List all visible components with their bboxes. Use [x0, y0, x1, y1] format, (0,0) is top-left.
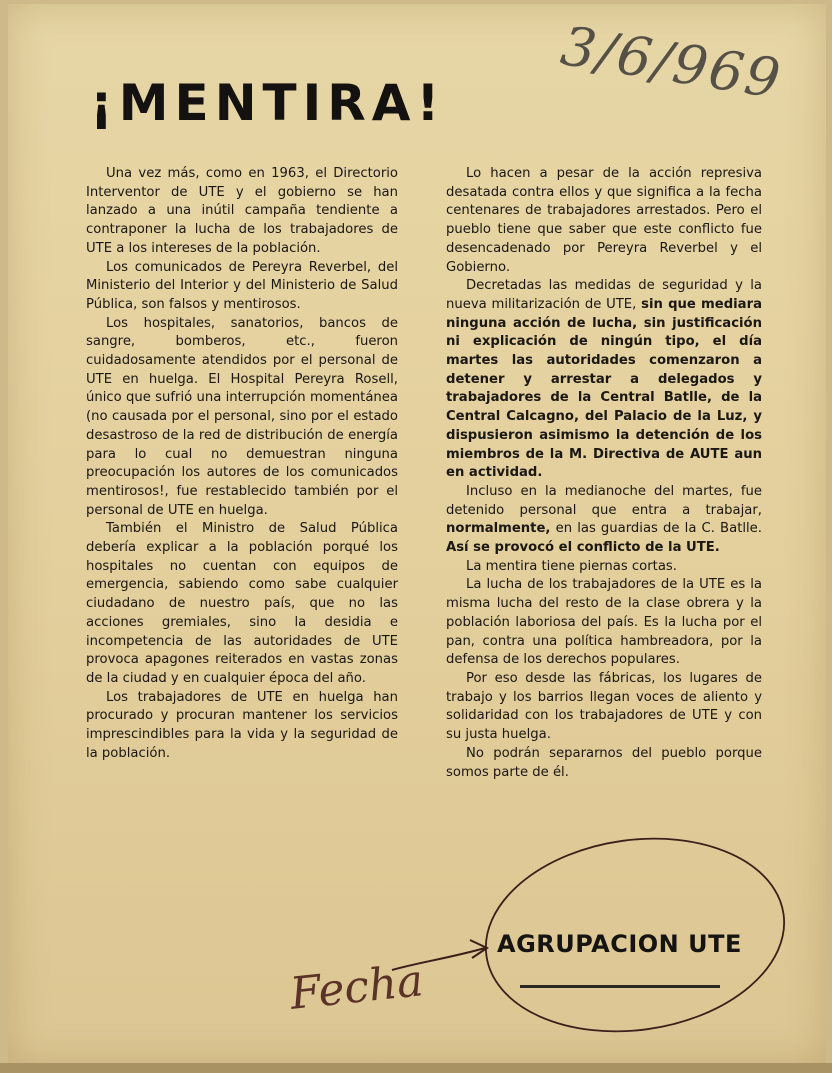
bottom-edge	[0, 1063, 832, 1073]
paragraph: Los comunicados de Pereyra Reverbel, del Ministerio del Interior y del Ministerio de Salud Pública, son falsos y mentirosos.	[86, 259, 398, 312]
paragraph: Por eso desde las fábricas, los lugares de trabajo y los barrios llegan voces de aliento y solidaridad con los trabajadores de UTE y con su justa huelga.	[446, 670, 762, 743]
paragraph	[446, 277, 762, 483]
paragraph: La lucha de los trabajadores de la UTE es la misma lucha del resto de la clase obrera y la población laboriosa del país. Es la lucha por el pan, contra una política hambreadora, por la defensa de los derechos populares.	[446, 577, 762, 668]
signature-block: AGRUPACION UTE	[497, 930, 742, 958]
paragraph: Lo hacen a pesar de la acción represiva desatada contra ellos y que significa a la fecha centenares de trabajadores arrestados. Pero el pueblo tiene que saber que este conflicto fue desencadenado por Pereyra Reverbel y el Gobierno.	[446, 166, 762, 275]
handwritten-date: 3/6/969	[556, 14, 787, 112]
paragraph: Los hospitales, sanatorios, bancos de sangre, bomberos, etc., fueron cuidadosamente atendidos por el personal de UTE en huelga. El Hospital Pereyra Rosell, único que sufrió una interrupción momentánea (no causada por el personal, sino por el estado desastroso de la red de distribución de energía para lo cual no demuestran ninguna preocupación los autores de los comunicados mentirosos!, fue restablecido también por el personal de UTE en huelga.	[86, 315, 398, 518]
handwritten-signature: Fecha	[287, 955, 426, 1020]
text-bold: Así se provocó el conflicto de la UTE.	[446, 540, 720, 556]
right-column	[446, 165, 762, 782]
paragraph: Una vez más, como en 1963, el Directorio Interventor de UTE y el gobierno se han lanzado a una inútil campaña tendiente a contraponer la lucha de los trabajadores de UTE a los intereses de la población.	[86, 166, 398, 256]
text-normal: Decretadas las medidas de seguridad y la nueva militarización de UTE,	[446, 278, 762, 312]
paragraph: La mentira tiene piernas cortas.	[466, 558, 677, 574]
signature-underline	[520, 985, 720, 988]
text-bold: sin que mediara ninguna acción de lucha, sin justificación ni explicación de ningún tipo, el día martes las autoridades comenzaron a detener y arrestar a delegados y trabajadores de la Central Batlle, de la Central Calcagno, del Palacio de la Luz, y dispusieron asimismo la detención de los miembros de la M. Directiva de AUTE aun en actividad.	[446, 296, 762, 481]
paragraph	[446, 483, 762, 558]
paragraph: Los trabajadores de UTE en huelga han procurado y procuran mantener los servicios imprescindibles para la vida y la seguridad de la población.	[86, 689, 398, 761]
paragraph: No podrán separarnos del pueblo porque somos parte de él.	[446, 745, 762, 780]
paragraph: También el Ministro de Salud Pública debería explicar a la población porqué los hospitales no cuentan con equipos de emergencia, sabiendo como sabe cualquier ciudadano de nuestro país, que no las acciones gremiales, sino la desidia e incompetencia de las autoridades de UTE provoca apagones reiterados en vastas zonas de la ciudad y en cualquier época del año.	[86, 521, 398, 686]
page-title: ¡MENTIRA!	[90, 74, 446, 132]
text-normal: en las guardias de la C. Batlle.	[555, 521, 762, 537]
text-normal: Incluso en la medianoche del martes, fue detenido personal que entra a trabajar,	[446, 483, 762, 518]
left-column	[86, 165, 398, 764]
text-bold: normalmente,	[446, 521, 551, 537]
